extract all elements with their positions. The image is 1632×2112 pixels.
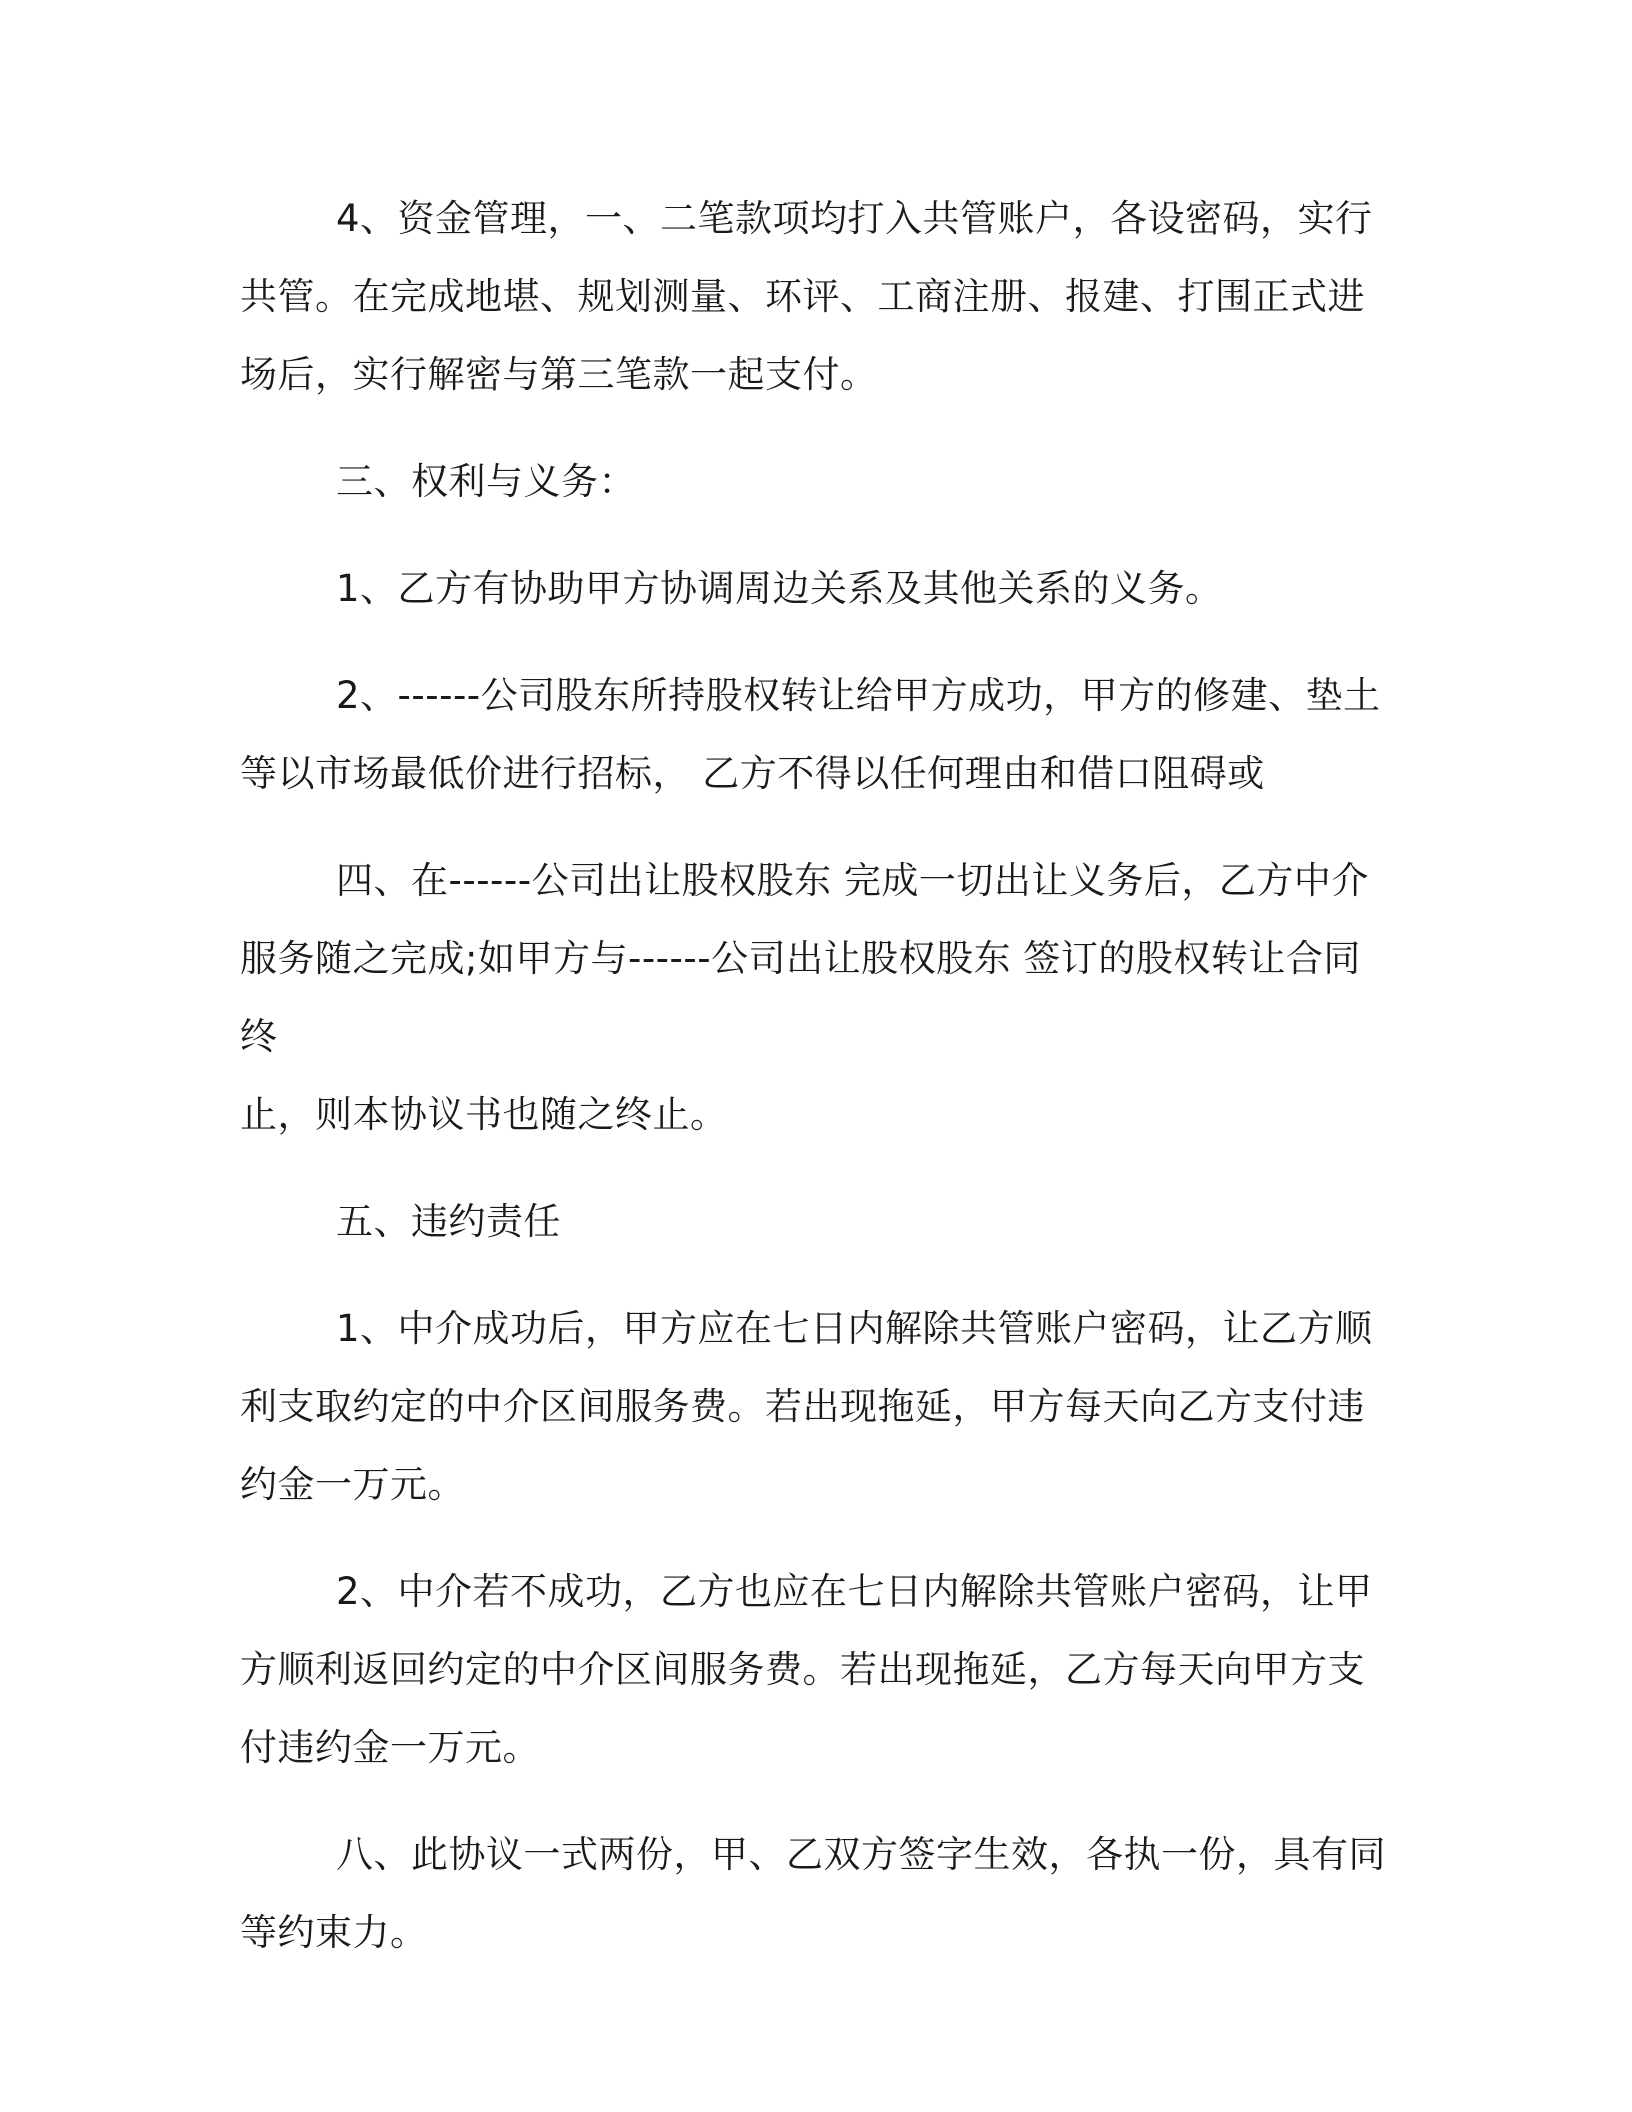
text-line: 止，则本协议书也随之终止。: [240, 1093, 728, 1136]
paragraph-section-four: [240, 842, 1392, 1154]
text-line: 2、------公司股东所持股权转让给甲方成功，甲方的修建、垫土: [336, 674, 1381, 717]
paragraph-section-eight: [240, 1816, 1392, 1972]
paragraph-obligation-2: [240, 657, 1392, 813]
text-line: 四、在------公司出让股权股东 完成一切出让义务后，乙方中介: [336, 859, 1369, 902]
text-line: 约金一万元。: [240, 1463, 465, 1506]
text-line: 1、乙方有协助甲方协调周边关系及其他关系的义务。: [336, 567, 1223, 610]
text-line: 场后，实行解密与第三笔款一起支付。: [240, 353, 878, 396]
text-line: 等以市场最低价进行招标， 乙方不得以任何理由和借口阻碍或: [240, 752, 1265, 795]
paragraph-breach-2: [240, 1553, 1392, 1787]
text-line: 服务随之完成;如甲方与------公司出让股权股东 签订的股权转让合同终: [240, 937, 1361, 1058]
paragraph-fund-management: [240, 180, 1392, 414]
text-line: 共管。在完成地堪、规划测量、环评、工商注册、报建、打围正式进: [240, 275, 1365, 318]
text-line: 五、违约责任: [336, 1200, 561, 1243]
text-line: 三、权利与义务：: [336, 460, 636, 503]
document-body: [240, 180, 1392, 2001]
text-line: 4、资金管理，一、二笔款项均打入共管账户，各设密码，实行: [336, 197, 1373, 240]
text-line: 等约束力。: [240, 1911, 428, 1954]
paragraph-obligation-1: [240, 550, 1392, 628]
paragraph-breach-1: [240, 1290, 1392, 1524]
text-line: 方顺利返回约定的中介区间服务费。若出现拖延，乙方每天向甲方支: [240, 1648, 1365, 1691]
section-heading-breach-liability: [240, 1183, 1392, 1261]
text-line: 利支取约定的中介区间服务费。若出现拖延，甲方每天向乙方支付违: [240, 1385, 1365, 1428]
text-line: 2、中介若不成功，乙方也应在七日内解除共管账户密码，让甲: [336, 1570, 1373, 1613]
text-line: 1、中介成功后，甲方应在七日内解除共管账户密码，让乙方顺: [336, 1307, 1373, 1350]
section-heading-rights-obligations: [240, 443, 1392, 521]
text-line: 付违约金一万元。: [240, 1726, 540, 1769]
text-line: 八、此协议一式两份，甲、乙双方签字生效，各执一份，具有同: [336, 1833, 1386, 1876]
